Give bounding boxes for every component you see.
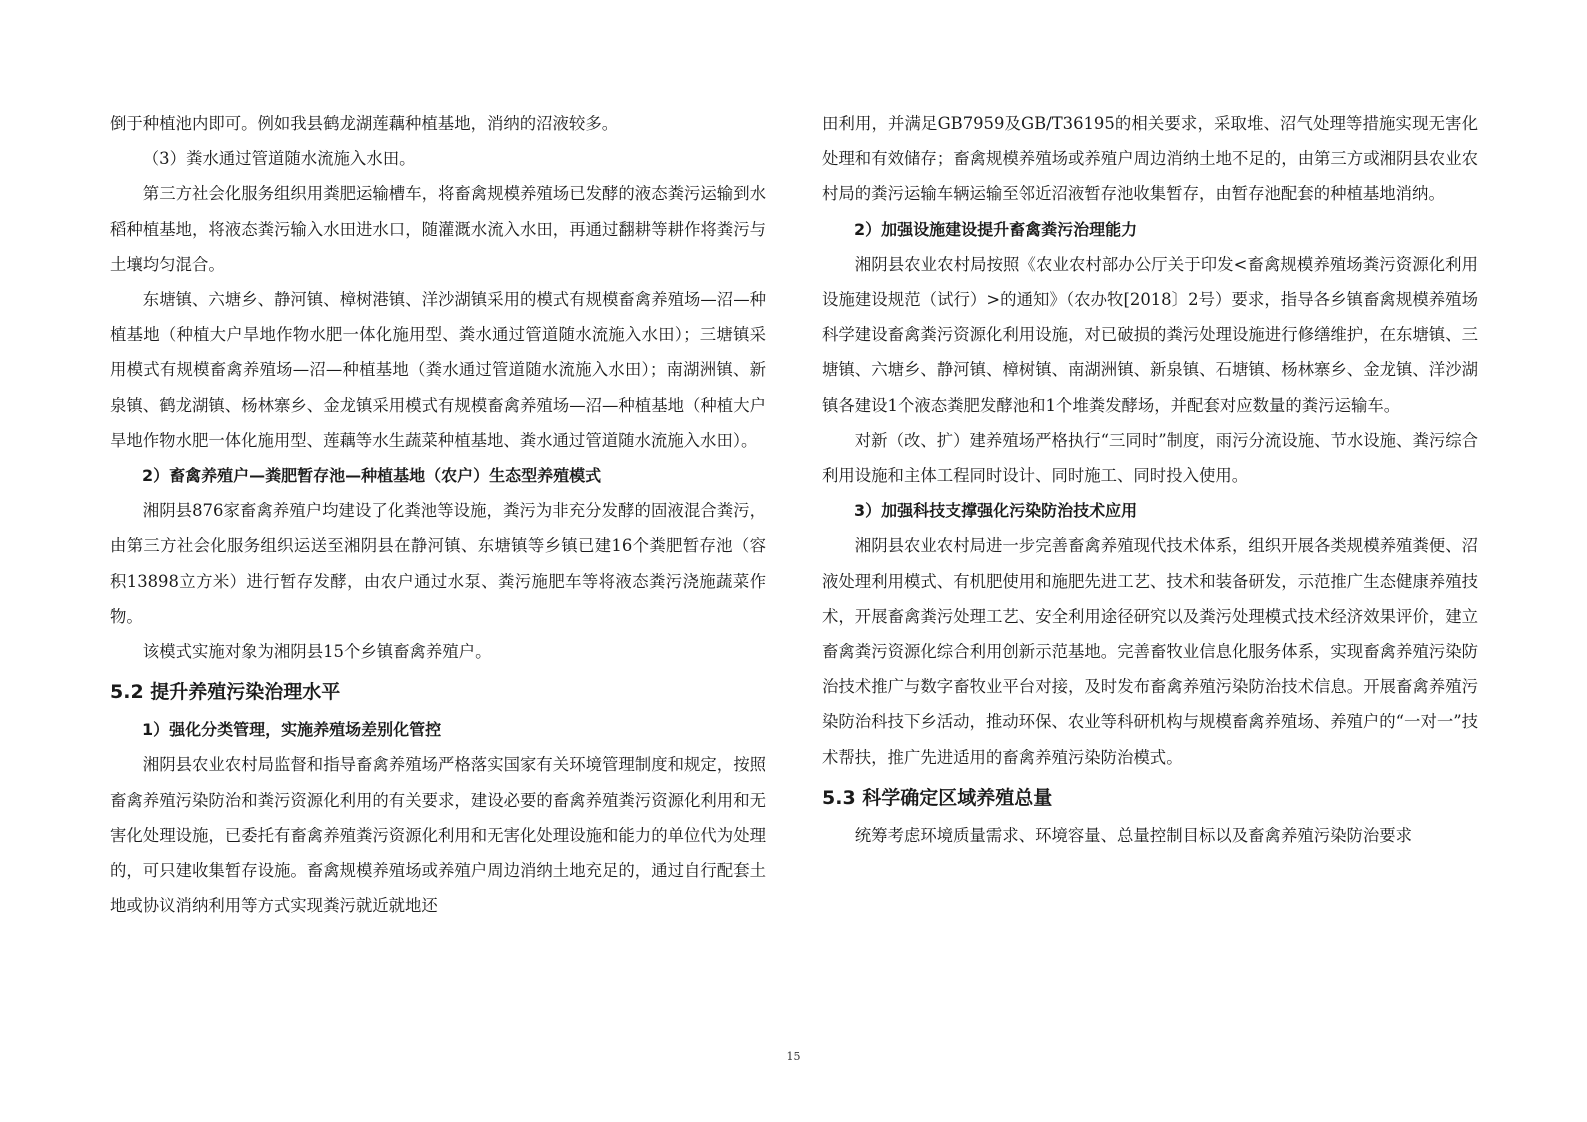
paragraph: 对新（改、扩）建养殖场严格执行“三同时”制度，雨污分流设施、节水设施、粪污综合利用设施和主体工程同时设计、同时施工、同时投入使用。 bbox=[822, 430, 1479, 486]
paragraph: 田利用，并满足GB7959及GB/T36195的相关要求，采取堆、沼气处理等措施实现无害化处理和有效储存；畜禽规模养殖场或养殖户周边消纳土地不足的，由第三方或湘阴县农业农村局的粪污运输车辆运输至邻近沼液暂存池收集暂存，由暂存池配套的种植基地消纳。 bbox=[822, 114, 1478, 204]
subheading: 1）强化分类管理，实施养殖场差别化管控 bbox=[142, 720, 442, 740]
paragraph: 该模式实施对象为湘阴县15个乡镇畜禽养殖户。 bbox=[142, 642, 492, 662]
paragraph: 第三方社会化服务组织用粪肥运输槽车，将畜禽规模养殖场已发酵的液态粪污运输到水稻种植基地，将液态粪污输入水田进水口，随灌溉水流入水田，再通过翻耕等耕作将粪污与土壤均匀混合。 bbox=[110, 184, 766, 274]
paragraph: 湘阴县农业农村局按照《农业农村部办公厅关于印发<畜禽规模养殖场粪污资源化利用设施建设规范（试行）>的通知》（农办牧[2018〕2号）要求，指导各乡镇畜禽规模养殖场科学建设畜禽粪污资源化利用设施，对已破损的粪污处理设施进行修缮维护，在东塘镇、三塘镇、六塘乡、静河镇、樟树镇、南湖洲镇、新泉镇、石塘镇、杨林寨乡、金龙镇、洋沙湖镇各建设1个液态粪肥发酵池和1个堆粪发酵场，并配套对应数量的粪污运输车。 bbox=[822, 254, 1478, 415]
subheading: 3）加强科技支撑强化污染防治技术应用 bbox=[854, 501, 1138, 521]
paragraph: 统筹考虑环境质量需求、环境容量、总量控制目标以及畜禽养殖污染防治要求 bbox=[854, 825, 1413, 845]
paragraph: 湘阴县876家畜禽养殖户均建设了化粪池等设施，粪污为非充分发酵的固液混合粪污，由第三方社会化服务组织运送至湘阴县在静河镇、东塘镇等乡镇已建16个粪肥暂存池（容积13898立方米）进行暂存发酵，由农户通过水泵、粪污施肥车等将液态粪污浇施蔬菜作物。 bbox=[110, 501, 766, 626]
section-heading-5-3: 5.3 科学确定区域养殖总量 bbox=[822, 786, 1053, 809]
paragraph: 东塘镇、六塘乡、静河镇、樟树港镇、洋沙湖镇采用的模式有规模畜禽养殖场—沼—种植基地（种植大户旱地作物水肥一体化施用型、粪水通过管道随水流施入水田）；三塘镇采用模式有规模畜禽养殖场—沼—种植基地（粪水通过管道随水流施入水田）；南湖洲镇、新泉镇、鹤龙湖镇、杨林寨乡、金龙镇采用模式有规模畜禽养殖场—沼—种植基地（种植大户旱地作物水肥一体化施用型、莲藕等水生蔬菜种植基地、粪水通过管道随水流施入水田）。 bbox=[110, 290, 766, 450]
subheading: 2）加强设施建设提升畜禽粪污治理能力 bbox=[854, 219, 1138, 239]
page-number: 15 bbox=[786, 1050, 801, 1063]
list-item-3: （3）粪水通过管道随水流施入水田。 bbox=[142, 149, 416, 169]
section-heading-5-2: 5.2 提升养殖污染治理水平 bbox=[110, 681, 341, 704]
paragraph: 湘阴县农业农村局进一步完善畜禽养殖现代技术体系，组织开展各类规模养殖粪便、沼液处理利用模式、有机肥使用和施肥先进工艺、技术和装备研发，示范推广生态健康养殖技术，开展畜禽粪污处理工艺、安全利用途径研究以及粪污处理模式技术经济效果评价，建立畜禽粪污资源化综合利用创新示范基地。完善畜牧业信息化服务体系，实现畜禽养殖污染防治技术推广与数字畜牧业平台对接，及时发布畜禽养殖污染防治技术信息。开展畜禽养殖污染防治科技下乡活动，推动环保、农业等科研机构与规模畜禽养殖场、养殖户的“一对一”技术帮扶，推广先进适用的畜禽养殖污染防治模式。 bbox=[822, 536, 1478, 767]
right-column bbox=[822, 106, 1478, 853]
paragraph: 倒于种植池内即可。例如我县鹤龙湖莲藕种植基地，消纳的沼液较多。 bbox=[110, 114, 619, 133]
left-column bbox=[110, 106, 766, 923]
paragraph: 湘阴县农业农村局监督和指导畜禽养殖场严格落实国家有关环境管理制度和规定，按照畜禽养殖污染防治和粪污资源化利用的有关要求，建设必要的畜禽养殖粪污资源化利用和无害化处理设施，已委托有畜禽养殖粪污资源化利用和无害化处理设施和能力的单位代为处理的，可只建收集暂存设施。畜禽规模养殖场或养殖户周边消纳土地充足的，通过自行配套土地或协议消纳利用等方式实现粪污就近就地还 bbox=[110, 755, 766, 916]
subheading: 2）畜禽养殖户—粪肥暂存池—种植基地（农户）生态型养殖模式 bbox=[142, 466, 602, 486]
